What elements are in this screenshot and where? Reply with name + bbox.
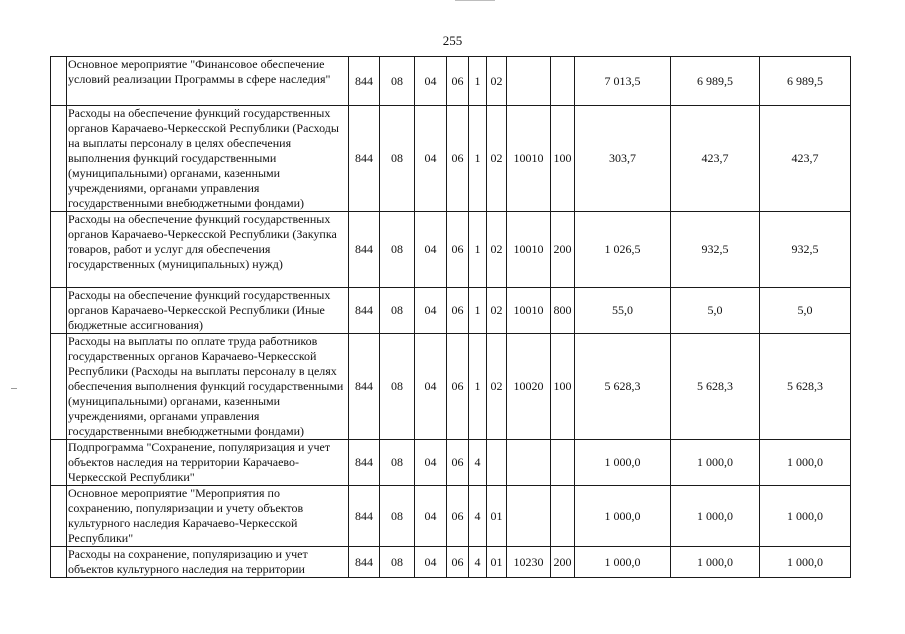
grbs-code: 844 (349, 106, 380, 212)
amount-year-3: 1 000,0 (760, 486, 851, 547)
expense-name: Расходы на сохранение, популяризацию и учет объектов культурного наследия на территории (67, 547, 349, 578)
table-row (51, 547, 851, 578)
subsection-code: 04 (415, 547, 447, 578)
expense-type-code (551, 57, 575, 106)
expense-name: Расходы на обеспечение функций государственных органов Карачаево-Черкесской Республики (Закупка товаров, работ и услуг для обеспечения государственных (муниципальных) нужд) (67, 212, 349, 288)
direction-code: 10010 (507, 212, 551, 288)
grbs-code: 844 (349, 547, 380, 578)
program-code: 06 (447, 57, 469, 106)
grbs-code: 844 (349, 334, 380, 440)
scan-artifact-left (11, 388, 17, 389)
section-code: 08 (380, 486, 415, 547)
subprogram-code: 1 (469, 57, 487, 106)
subprogram-code: 1 (469, 334, 487, 440)
expense-name: Основное мероприятие "Мероприятия по сохранению, популяризации и учету объектов культурного наследия Карачаево-Черкесской Республики" (67, 486, 349, 547)
program-code: 06 (447, 486, 469, 547)
subsection-code: 04 (415, 440, 447, 486)
row-index-cell (51, 57, 67, 106)
amount-year-3: 932,5 (760, 212, 851, 288)
direction-code: 10020 (507, 334, 551, 440)
program-code: 06 (447, 547, 469, 578)
event-code: 02 (487, 106, 507, 212)
table-body (51, 57, 851, 578)
program-code: 06 (447, 440, 469, 486)
direction-code (507, 486, 551, 547)
subprogram-code: 1 (469, 106, 487, 212)
table-row (51, 486, 851, 547)
event-code: 01 (487, 486, 507, 547)
section-code: 08 (380, 334, 415, 440)
expense-name: Расходы на выплаты по оплате труда работников государственных органов Карачаево-Черкесской Республики (Расходы на выплаты персоналу в целях обеспечения выполнения функций государственными (муниципальными) органами, казенными учреждениями, органами управления государственными внебюджетными фондами) (67, 334, 349, 440)
row-index-cell (51, 288, 67, 334)
section-code: 08 (380, 57, 415, 106)
expense-type-code: 800 (551, 288, 575, 334)
amount-year-2: 1 000,0 (671, 486, 760, 547)
amount-year-1: 1 000,0 (575, 440, 671, 486)
expense-type-code: 200 (551, 547, 575, 578)
expense-name: Расходы на обеспечение функций государственных органов Карачаево-Черкесской Республики (Иные бюджетные ассигнования) (67, 288, 349, 334)
page-number: 255 (442, 33, 463, 48)
section-code: 08 (380, 106, 415, 212)
table-row (51, 106, 851, 212)
amount-year-1: 7 013,5 (575, 57, 671, 106)
expense-name: Расходы на обеспечение функций государственных органов Карачаево-Черкесской Республики (Расходы на выплаты персоналу в целях обеспечения выполнения функций государственными (муниципальными) органами, казенными учреждениями, органами управления государственными внебюджетными фондами) (67, 106, 349, 212)
row-index-cell (51, 212, 67, 288)
table-row (51, 288, 851, 334)
row-index-cell (51, 334, 67, 440)
row-index-cell (51, 547, 67, 578)
subprogram-code: 4 (469, 547, 487, 578)
direction-code: 10230 (507, 547, 551, 578)
expense-name: Подпрограмма "Сохранение, популяризация и учет объектов наследия на территории Карачаево-Черкесской Республики" (67, 440, 349, 486)
table-row (51, 334, 851, 440)
program-code: 06 (447, 106, 469, 212)
scan-artifact-top (455, 0, 495, 1)
amount-year-1: 5 628,3 (575, 334, 671, 440)
event-code: 02 (487, 212, 507, 288)
amount-year-3: 5 628,3 (760, 334, 851, 440)
expense-name: Основное мероприятие "Финансовое обеспечение условий реализации Программы в сфере наследия" (67, 57, 349, 106)
event-code: 02 (487, 288, 507, 334)
direction-code: 10010 (507, 106, 551, 212)
row-index-cell (51, 440, 67, 486)
table-row (51, 212, 851, 288)
direction-code: 10010 (507, 288, 551, 334)
program-code: 06 (447, 334, 469, 440)
amount-year-2: 423,7 (671, 106, 760, 212)
amount-year-3: 1 000,0 (760, 547, 851, 578)
row-index-cell (51, 106, 67, 212)
expense-type-code (551, 440, 575, 486)
amount-year-1: 1 026,5 (575, 212, 671, 288)
table-row (51, 440, 851, 486)
subprogram-code: 4 (469, 440, 487, 486)
event-code (487, 440, 507, 486)
section-code: 08 (380, 547, 415, 578)
amount-year-3: 5,0 (760, 288, 851, 334)
subprogram-code: 1 (469, 288, 487, 334)
table-row (51, 57, 851, 106)
subsection-code: 04 (415, 288, 447, 334)
direction-code (507, 440, 551, 486)
section-code: 08 (380, 440, 415, 486)
amount-year-1: 1 000,0 (575, 486, 671, 547)
subprogram-code: 4 (469, 486, 487, 547)
event-code: 02 (487, 334, 507, 440)
amount-year-2: 932,5 (671, 212, 760, 288)
section-code: 08 (380, 288, 415, 334)
amount-year-2: 1 000,0 (671, 440, 760, 486)
amount-year-2: 6 989,5 (671, 57, 760, 106)
amount-year-1: 55,0 (575, 288, 671, 334)
subsection-code: 04 (415, 486, 447, 547)
event-code: 02 (487, 57, 507, 106)
budget-table (50, 56, 851, 578)
expense-type-code: 100 (551, 334, 575, 440)
grbs-code: 844 (349, 440, 380, 486)
expense-type-code: 100 (551, 106, 575, 212)
subsection-code: 04 (415, 106, 447, 212)
grbs-code: 844 (349, 288, 380, 334)
grbs-code: 844 (349, 212, 380, 288)
grbs-code: 844 (349, 486, 380, 547)
program-code: 06 (447, 212, 469, 288)
amount-year-2: 5 628,3 (671, 334, 760, 440)
subsection-code: 04 (415, 212, 447, 288)
amount-year-3: 1 000,0 (760, 440, 851, 486)
section-code: 08 (380, 212, 415, 288)
direction-code (507, 57, 551, 106)
program-code: 06 (447, 288, 469, 334)
grbs-code: 844 (349, 57, 380, 106)
expense-type-code: 200 (551, 212, 575, 288)
amount-year-3: 6 989,5 (760, 57, 851, 106)
subsection-code: 04 (415, 334, 447, 440)
event-code: 01 (487, 547, 507, 578)
row-index-cell (51, 486, 67, 547)
amount-year-1: 1 000,0 (575, 547, 671, 578)
subsection-code: 04 (415, 57, 447, 106)
amount-year-2: 5,0 (671, 288, 760, 334)
amount-year-2: 1 000,0 (671, 547, 760, 578)
amount-year-3: 423,7 (760, 106, 851, 212)
expense-type-code (551, 486, 575, 547)
subprogram-code: 1 (469, 212, 487, 288)
amount-year-1: 303,7 (575, 106, 671, 212)
